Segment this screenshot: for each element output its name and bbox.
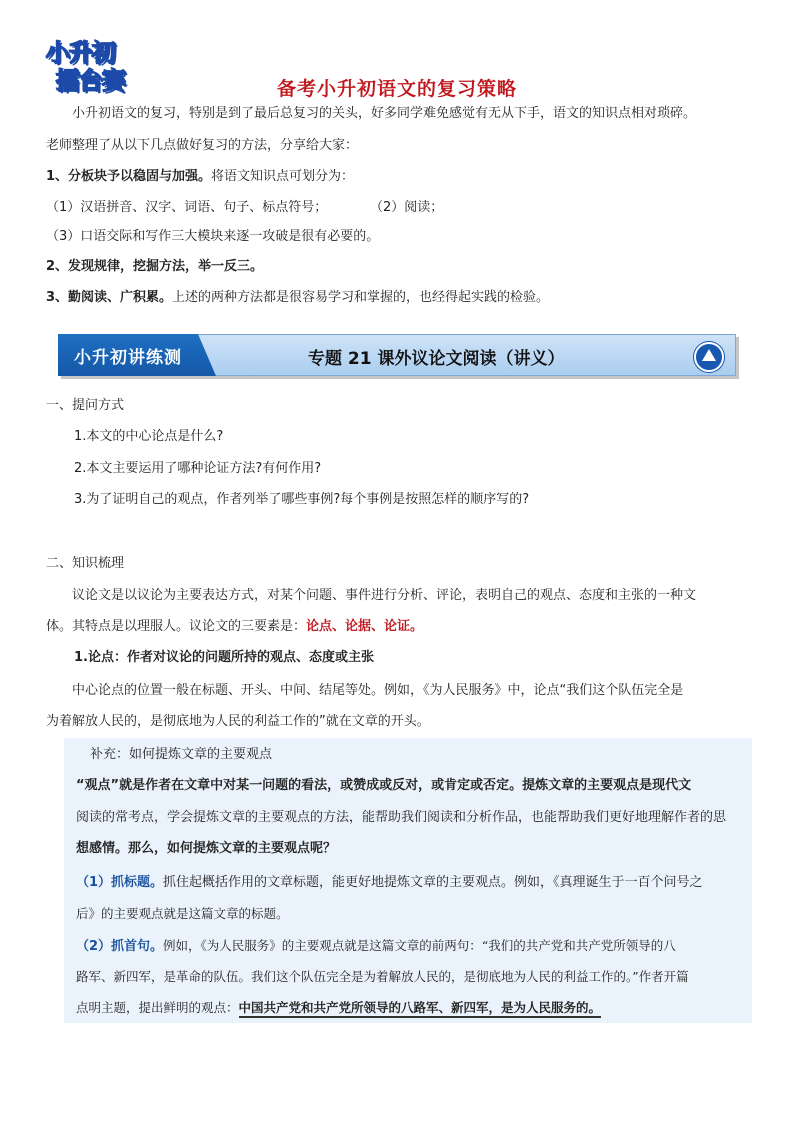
main-viewpoint: 中国共产党和共产党所领导的八路军、新四军，是为人民服务的。 (239, 1000, 602, 1018)
section-2-paragraph-1a: 议论文是以议论为主要表达方式，对某个问题、事件进行分析、评论，表明自己的观点、态度和主张的一种文 (72, 588, 697, 603)
section-2-paragraph-1b (46, 617, 752, 637)
question-2: 2.本文主要运用了哪种论证方法?有何作用? (74, 461, 322, 476)
intro-sub-1: （1）汉语拼音、汉字、词语、句子、标点符号； (46, 200, 328, 215)
section-banner (58, 334, 736, 376)
method-2-line-3-text: 点明主题，提出鲜明的观点： (76, 1000, 239, 1015)
intro-item-3-heading: 3、勤阅读、广积累。 (46, 290, 173, 305)
section-2-paragraph-2a: 中心论点的位置一般在标题、开头、中间、结尾等处。例如，《为人民服务》中，论点“我们这个队伍完全是 (72, 683, 684, 698)
section-2-heading: 二、知识梳理 (46, 556, 125, 571)
three-elements: 论点、论据、论证。 (306, 619, 424, 634)
section-2-paragraph-2b: 为着解放人民的，是彻底地为人民的利益工作的”就在文章的开头。 (46, 714, 430, 729)
method-2-line-3 (76, 998, 746, 1018)
intro-item-1-heading: 1、分板块予以稳固与加强。 (46, 169, 212, 184)
logo-text-line1: 小升初 (46, 39, 115, 67)
up-triangle-icon (694, 342, 724, 372)
question-1: 1.本文的中心论点是什么? (74, 429, 224, 444)
method-2 (76, 936, 746, 957)
logo-text-line2: 擂台赛 (56, 67, 125, 95)
section-2-paragraph-1b-text: 体。其特点是以理服人。议论文的三要素是： (46, 619, 307, 634)
section-1-heading: 一、提问方式 (46, 398, 125, 413)
method-2-text: 例如，《为人民服务》的主要观点就是这篇文章的前两句：“我们的共产党和共产党所领导的八 (163, 938, 676, 953)
intro-sub-2: （2）阅读； (370, 200, 444, 215)
method-1 (76, 873, 746, 893)
intro-sub-3: （3）口语交际和写作三大模块来逐一攻破是很有必要的。 (46, 229, 380, 244)
intro-item-2: 2、发现规律，挖掘方法，举一反三。 (46, 259, 264, 274)
intro-item-3 (46, 288, 752, 308)
question-3: 3.为了证明自己的观点，作者列举了哪些事例?每个事例是按照怎样的顺序写的? (74, 492, 530, 507)
document-title: 备考小升初语文的复习策略 (276, 78, 517, 100)
supplement-line-2: 阅读的常考点，学会提炼文章的主要观点的方法，能帮助我们阅读和分析作品，也能帮助我们更好地理解作者的思 (76, 810, 727, 825)
intro-paragraph-1: 小升初语文的复习，特别是到了最后总复习的关头，好多同学难免感觉有无从下手，语文的知识点相对琐碎。 (72, 106, 697, 121)
banner-label: 小升初讲练测 (74, 348, 182, 368)
point-1-heading: 1.论点：作者对议论的问题所持的观点、态度或主张 (74, 650, 374, 665)
method-1-text: 抓住起概括作用的文章标题，能更好地提炼文章的主要观点。例如，《真理诞生于一百个问号之 (163, 875, 703, 890)
banner-title: 专题 21 课外议论文阅读（讲义） (308, 349, 565, 369)
intro-item-1 (46, 167, 752, 187)
supplement-line-1: “观点”就是作者在文章中对某一问题的看法，或赞成或反对，或肯定或否定。提炼文章的主要观点是现代文 (76, 778, 692, 793)
method-1-label: （1）抓标题。 (76, 875, 164, 890)
supplement-title: 补充：如何提炼文章的主要观点 (90, 747, 273, 762)
intro-item-3-text: 上述的两种方法都是很容易学习和掌握的，也经得起实践的检验。 (172, 290, 550, 305)
method-2-label: （2）抓首句。 (76, 939, 164, 954)
method-1-line-2: 后》的主要观点就是这篇文章的标题。 (76, 906, 289, 921)
method-2-line-2: 路军、新四军，是革命的队伍。我们这个队伍完全是为着解放人民的，是彻底地为人民的利益工作的。”作者开篇 (76, 969, 689, 984)
supplement-line-3: 想感情。那么，如何提炼文章的主要观点呢？ (76, 841, 337, 856)
intro-paragraph-2: 老师整理了从以下几点做好复习的方法，分享给大家： (46, 138, 359, 153)
intro-item-1-text: 将语文知识点可划分为： (211, 169, 355, 184)
